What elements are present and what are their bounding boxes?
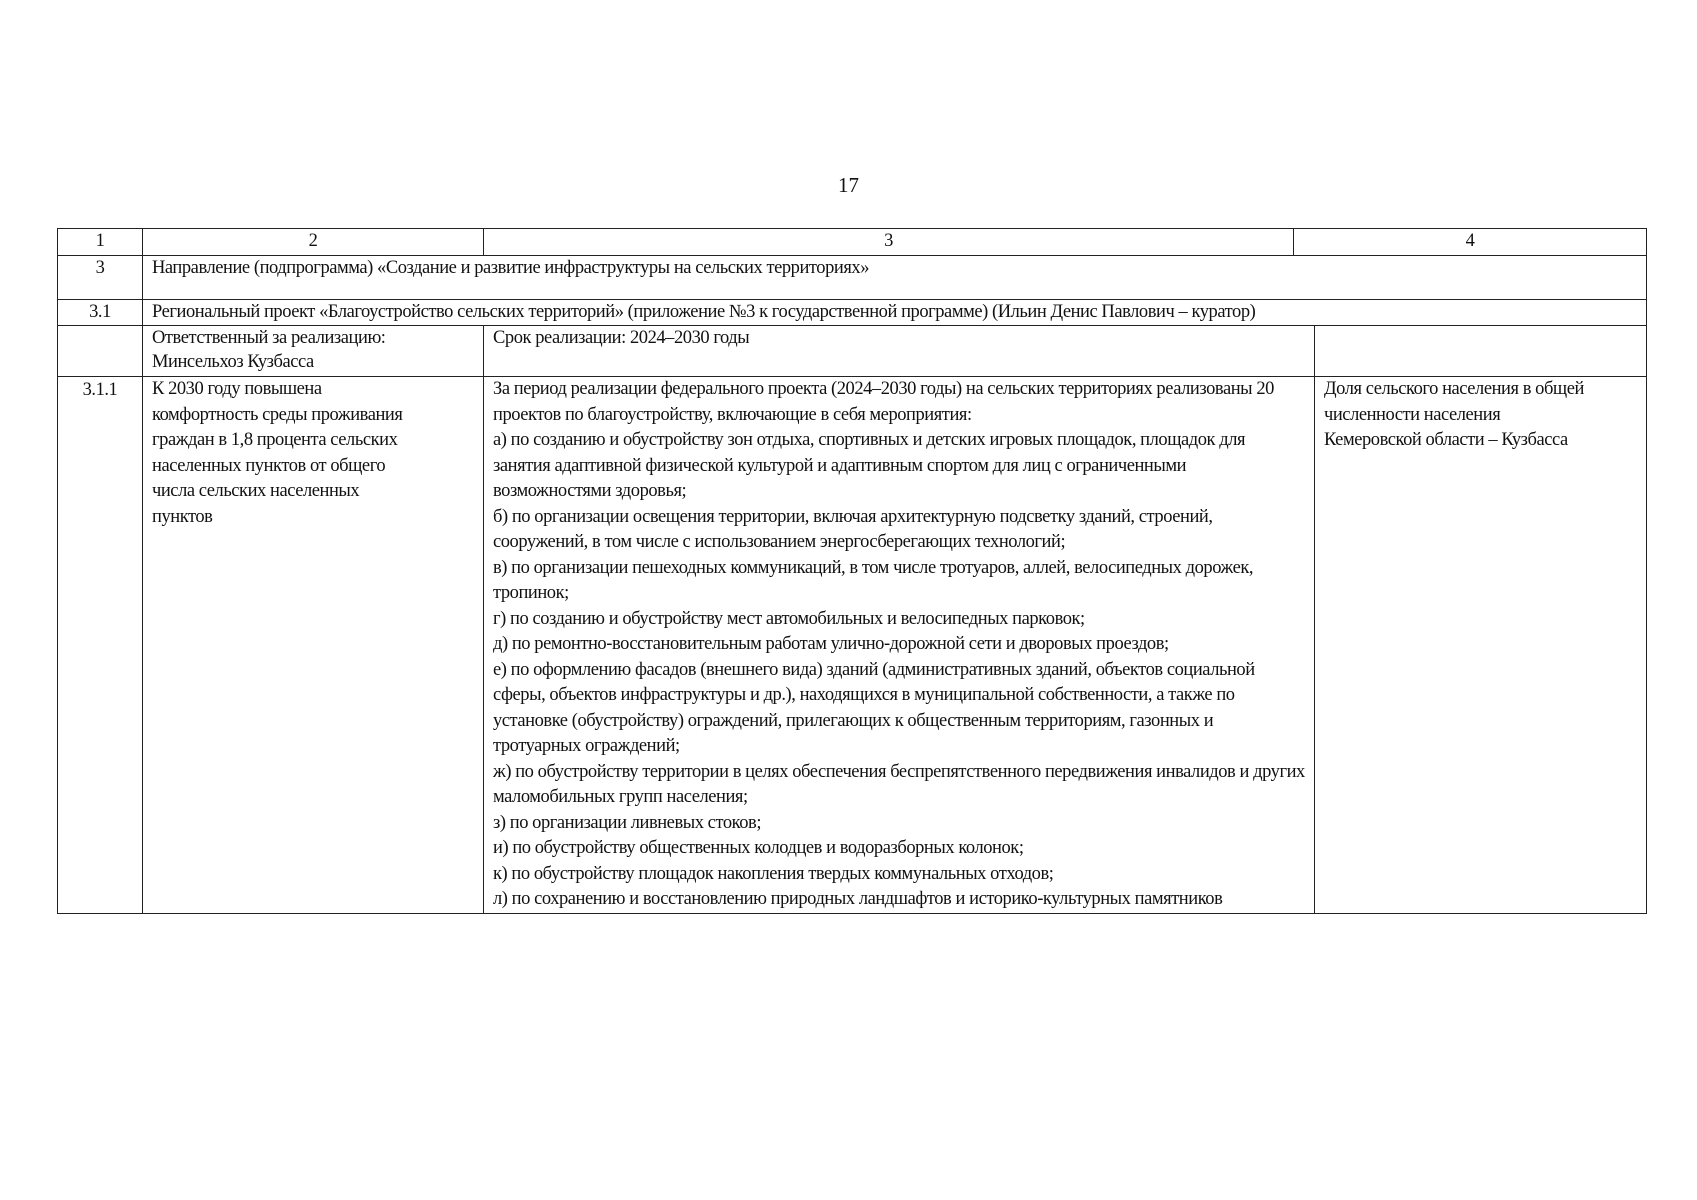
- activity-i: и) по обустройству общественных колодцев и водоразборных колонок;: [493, 838, 1024, 858]
- responsible-number: [58, 326, 143, 377]
- activity-l: л) по сохранению и восстановлению природных ландшафтов и историко-культурных памятников: [493, 889, 1223, 909]
- project-title: Региональный проект «Благоустройство сельских территорий» (приложение №3 к государственной программе) (Ильин Денис Павлович – куратор): [143, 299, 1647, 326]
- indicator-text: Доля сельского населения в общей численности населения Кемеровской области – Кузбасса: [1324, 379, 1584, 450]
- activities-list: [493, 377, 1305, 913]
- page-number: 17: [838, 173, 859, 197]
- responsible-col4: [1315, 326, 1647, 377]
- column-number-1: 1: [58, 229, 143, 256]
- activities-cell: [484, 377, 1315, 914]
- project-number: 3.1: [58, 299, 143, 326]
- task-cell: [143, 377, 484, 914]
- column-number-3: 3: [484, 229, 1294, 256]
- period-cell: [484, 326, 1315, 377]
- activity-k: к) по обустройству площадок накопления твердых коммунальных отходов;: [493, 863, 1054, 884]
- item-number: 3.1.1: [58, 377, 143, 914]
- indicator-cell: [1315, 377, 1647, 914]
- activity-g: г) по созданию и обустройству мест автомобильных и велосипедных парковок;: [493, 608, 1085, 629]
- direction-title: Направление (подпрограмма) «Создание и развитие инфраструктуры на сельских территориях»: [143, 255, 1647, 299]
- responsible-text: Ответственный за реализацию: Минсельхоз Кузбасса: [152, 328, 386, 372]
- activity-e: е) по оформлению фасадов (внешнего вида) зданий (административных зданий, объектов социальной сферы, объектов инфраструктуры и др.), находящихся в муниципальной собственности, а также по установке (обустройству) ограждений, прилегающих к общественным территориям, газонных и тротуарных ограждений;: [493, 659, 1255, 756]
- activity-intro: За период реализации федерального проекта (2024–2030 годы) на сельских территориях реализованы 20 проектов по благоустройству, включающие в себя мероприятия:: [493, 379, 1274, 425]
- responsible-row: [58, 326, 1647, 377]
- column-number-row: [58, 229, 1647, 256]
- project-row: [58, 299, 1647, 326]
- activity-v: в) по организации пешеходных коммуникаций, в том числе тротуаров, аллей, велосипедных дорожек, тропинок;: [493, 557, 1254, 603]
- direction-number: 3: [58, 255, 143, 299]
- column-number-4: 4: [1294, 229, 1647, 256]
- activity-b: б) по организации освещения территории, включая архитектурную подсветку зданий, строений, сооружений, в том числе с использованием энергосберегающих технологий;: [493, 506, 1213, 552]
- period-text: Срок реализации: 2024–2030 годы: [493, 328, 750, 348]
- activity-zh: ж) по обустройству территории в целях обеспечения беспрепятственного передвижения инвалидов и других маломобильных групп населения;: [493, 761, 1305, 807]
- task-text: К 2030 году повышена комфортность среды проживания граждан в 1,8 процента сельских населенных пунктов от общего числа сельских населенных пунктов: [152, 379, 403, 527]
- column-number-2: 2: [143, 229, 484, 256]
- program-table: [57, 228, 1647, 914]
- item-row: [58, 377, 1647, 914]
- responsible-cell: [143, 326, 484, 377]
- activity-a: а) по созданию и обустройству зон отдыха, спортивных и детских игровых площадок, площадок для занятия адаптивной физической культурой и адаптивным спортом для лиц с ограниченными возможностями здоровья;: [493, 430, 1246, 501]
- activity-d: д) по ремонтно-восстановительным работам улично-дорожной сети и дворовых проездов;: [493, 634, 1169, 654]
- activity-z: з) по организации ливневых стоков;: [493, 812, 762, 833]
- direction-row: [58, 255, 1647, 299]
